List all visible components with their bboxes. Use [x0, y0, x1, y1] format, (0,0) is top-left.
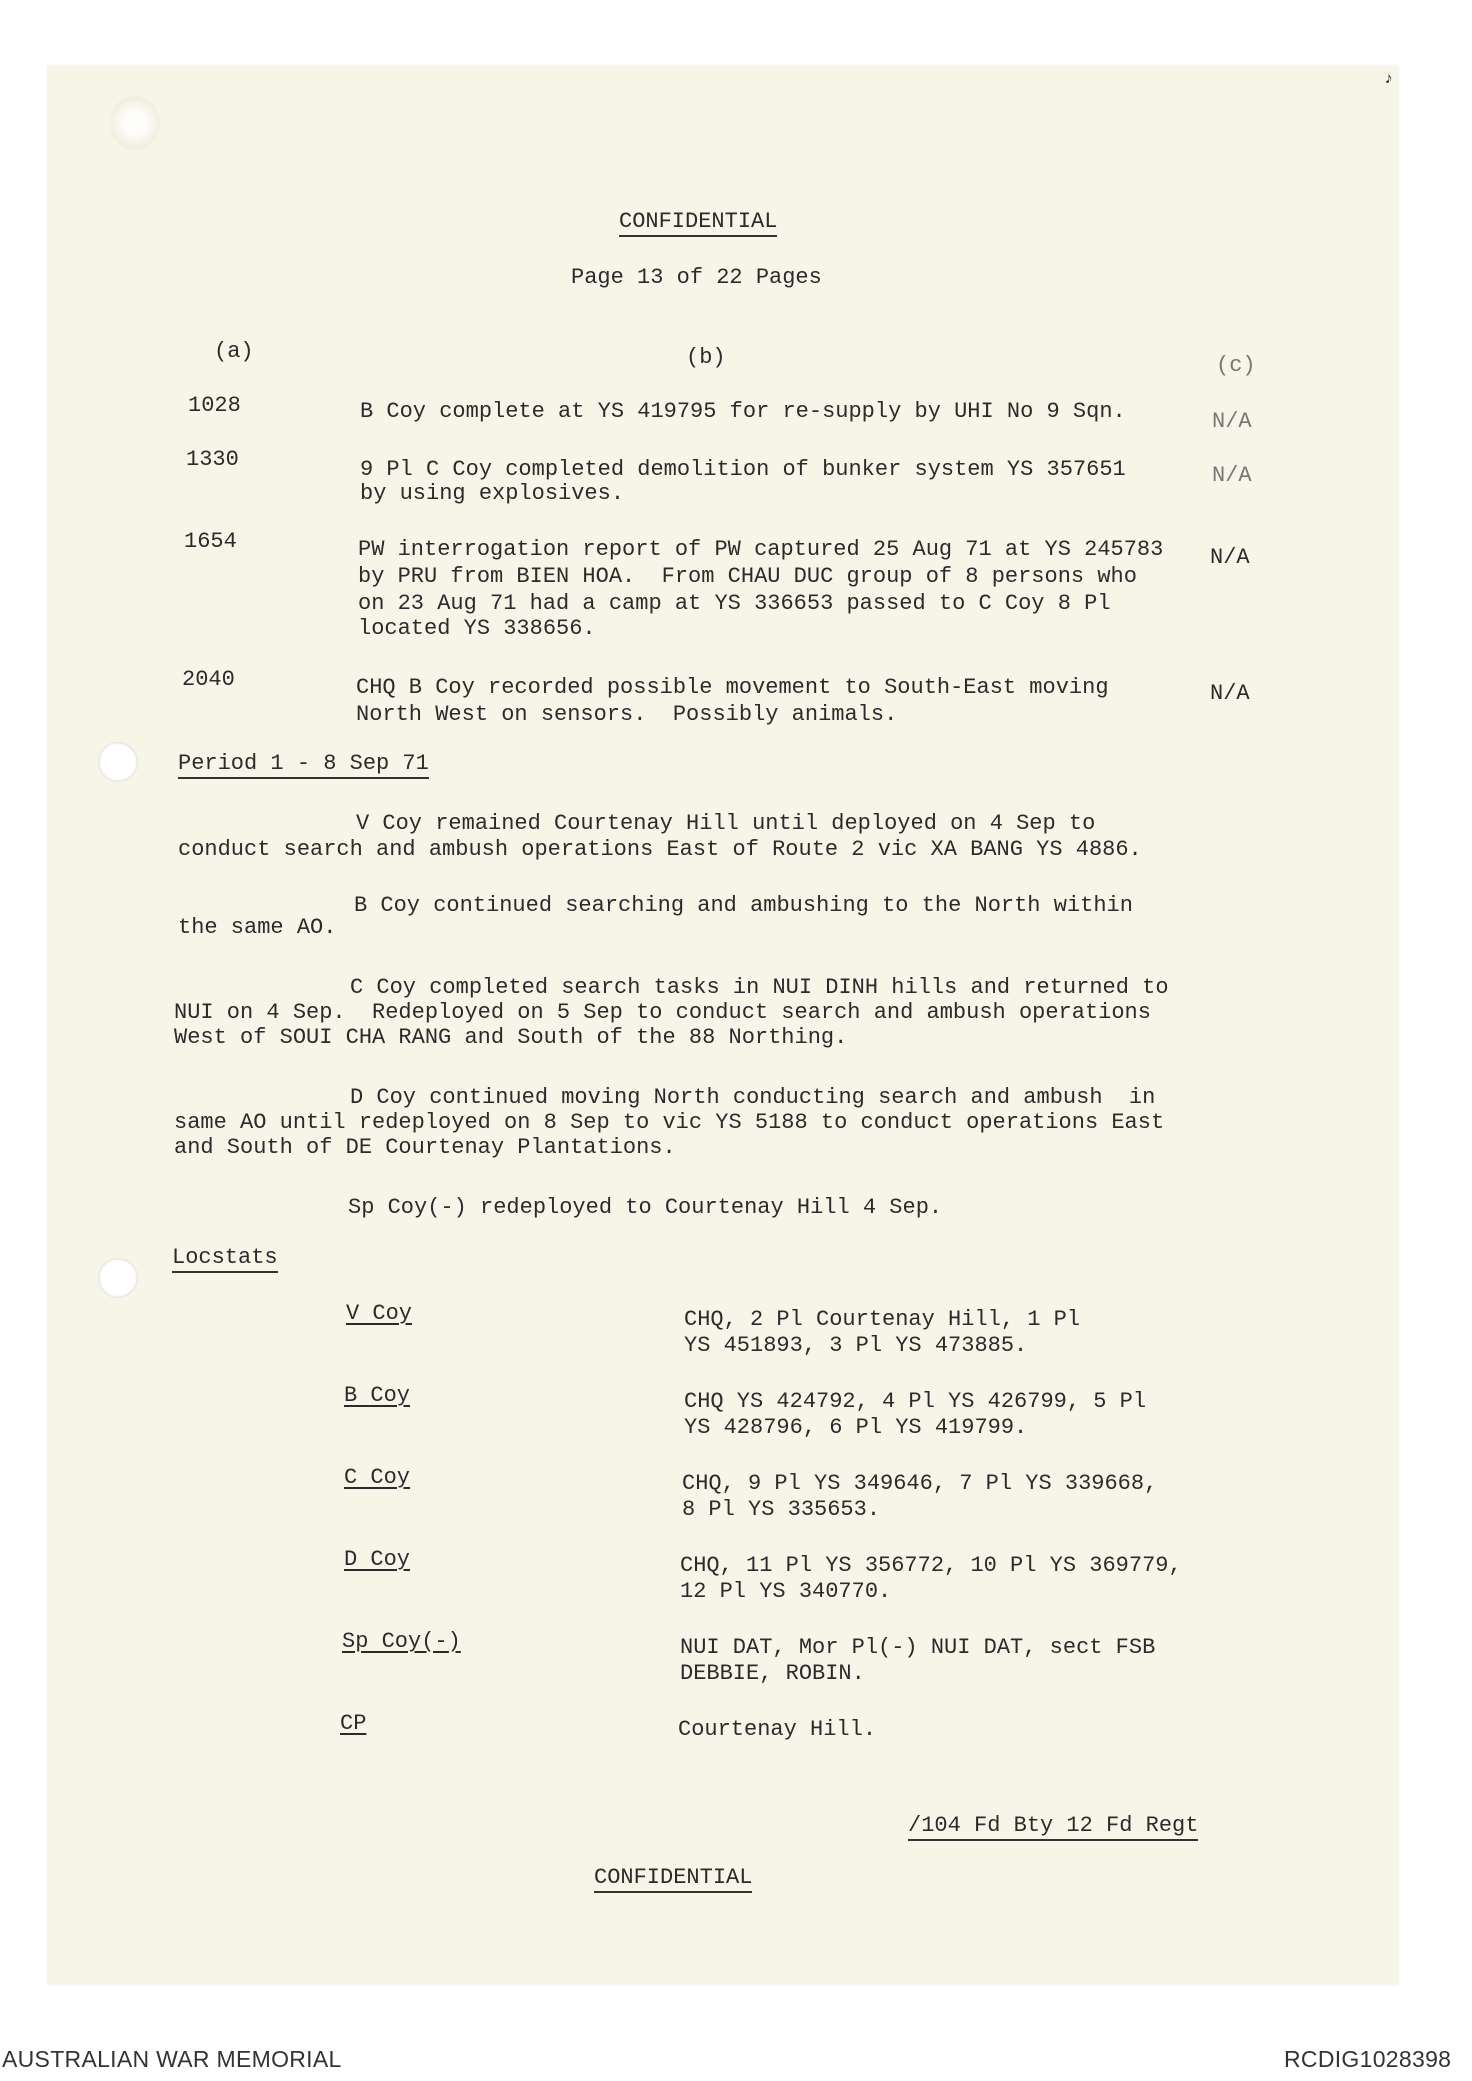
- locstat-unit: CP: [340, 1711, 367, 1736]
- archive-credit: AUSTRALIAN WAR MEMORIAL: [2, 2046, 342, 2072]
- locstat-unit: Sp Coy(-): [342, 1629, 461, 1654]
- entry-remark: N/A: [1210, 545, 1250, 570]
- locstat-location: CHQ, 11 Pl YS 356772, 10 Pl YS 369779,: [680, 1553, 1182, 1578]
- corner-mark: ♪: [1384, 70, 1394, 88]
- locstat-location: 8 Pl YS 335653.: [682, 1497, 881, 1522]
- entry-text: B Coy complete at YS 419795 for re-supply by UHI No 9 Sqn.: [360, 399, 1126, 424]
- period-heading: Period 1 - 8 Sep 71: [178, 751, 429, 779]
- entry-time: 1654: [184, 529, 237, 554]
- locstats-heading: Locstats: [172, 1245, 278, 1273]
- column-b-header: (b): [686, 345, 726, 370]
- period-paragraph-first-line: Sp Coy(-) redeployed to Courtenay Hill 4 Sep.: [348, 1195, 943, 1220]
- period-paragraph-line: West of SOUI CHA RANG and South of the 88 Northing.: [174, 1025, 848, 1050]
- entry-text: by PRU from BIEN HOA. From CHAU DUC group of 8 persons who: [358, 564, 1137, 589]
- header-classification: CONFIDENTIAL: [619, 209, 777, 237]
- period-paragraph-line: NUI on 4 Sep. Redeployed on 5 Sep to conduct search and ambush operations: [174, 1000, 1151, 1025]
- period-paragraph-first-line: C Coy completed search tasks in NUI DINH hills and returned to: [350, 975, 1169, 1000]
- footer-classification: CONFIDENTIAL: [594, 1865, 752, 1893]
- period-paragraph-line: conduct search and ambush operations East of Route 2 vic XA BANG YS 4886.: [178, 837, 1142, 862]
- locstat-location: NUI DAT, Mor Pl(-) NUI DAT, sect FSB: [680, 1635, 1156, 1660]
- locstat-unit: D Coy: [344, 1547, 411, 1572]
- entry-remark: N/A: [1212, 409, 1252, 434]
- entry-remark: N/A: [1210, 681, 1250, 706]
- entry-text: CHQ B Coy recorded possible movement to South-East moving: [356, 675, 1109, 700]
- page-number: Page 13 of 22 Pages: [571, 265, 822, 290]
- entry-text: located YS 338656.: [358, 616, 596, 641]
- entry-time: 1330: [186, 447, 239, 472]
- locstat-location: 12 Pl YS 340770.: [680, 1579, 892, 1604]
- locstat-unit: B Coy: [344, 1383, 411, 1408]
- column-c-header: (c): [1216, 353, 1256, 378]
- locstat-location: Courtenay Hill.: [678, 1717, 877, 1742]
- punch-hole: [98, 1258, 138, 1298]
- locstat-location: YS 451893, 3 Pl YS 473885.: [684, 1333, 1028, 1358]
- entry-text: North West on sensors. Possibly animals.: [356, 702, 898, 727]
- period-paragraph-line: the same AO.: [178, 915, 337, 940]
- entry-text: PW interrogation report of PW captured 25 Aug 71 at YS 245783: [358, 537, 1164, 562]
- entry-time: 2040: [182, 667, 235, 692]
- period-paragraph-line: and South of DE Courtenay Plantations.: [174, 1135, 676, 1160]
- locstat-location: CHQ YS 424792, 4 Pl YS 426799, 5 Pl: [684, 1389, 1147, 1414]
- column-a-header: (a): [214, 339, 254, 364]
- continuation-note: /104 Fd Bty 12 Fd Regt: [908, 1813, 1198, 1841]
- period-paragraph-first-line: D Coy continued moving North conducting search and ambush in: [350, 1085, 1156, 1110]
- entry-text: on 23 Aug 71 had a camp at YS 336653 passed to C Coy 8 Pl: [358, 591, 1111, 616]
- locstat-unit: C Coy: [344, 1465, 411, 1490]
- entry-remark: N/A: [1212, 463, 1252, 488]
- locstat-unit: V Coy: [346, 1301, 413, 1326]
- entry-text: by using explosives.: [360, 481, 625, 506]
- archive-id: RCDIG1028398: [1284, 2046, 1452, 2072]
- entry-time: 1028: [188, 393, 241, 418]
- punch-hole: [98, 742, 138, 782]
- entry-text: 9 Pl C Coy completed demolition of bunker system YS 357651: [360, 457, 1126, 482]
- period-paragraph-line: same AO until redeployed on 8 Sep to vic YS 5188 to conduct operations East: [174, 1110, 1165, 1135]
- paper-stain: [110, 96, 160, 150]
- locstat-location: CHQ, 2 Pl Courtenay Hill, 1 Pl: [684, 1307, 1081, 1332]
- locstat-location: YS 428796, 6 Pl YS 419799.: [684, 1415, 1028, 1440]
- locstat-location: DEBBIE, ROBIN.: [680, 1661, 865, 1686]
- period-paragraph-first-line: V Coy remained Courtenay Hill until deployed on 4 Sep to: [356, 811, 1096, 836]
- locstat-location: CHQ, 9 Pl YS 349646, 7 Pl YS 339668,: [682, 1471, 1158, 1496]
- period-paragraph-first-line: B Coy continued searching and ambushing to the North within: [354, 893, 1133, 918]
